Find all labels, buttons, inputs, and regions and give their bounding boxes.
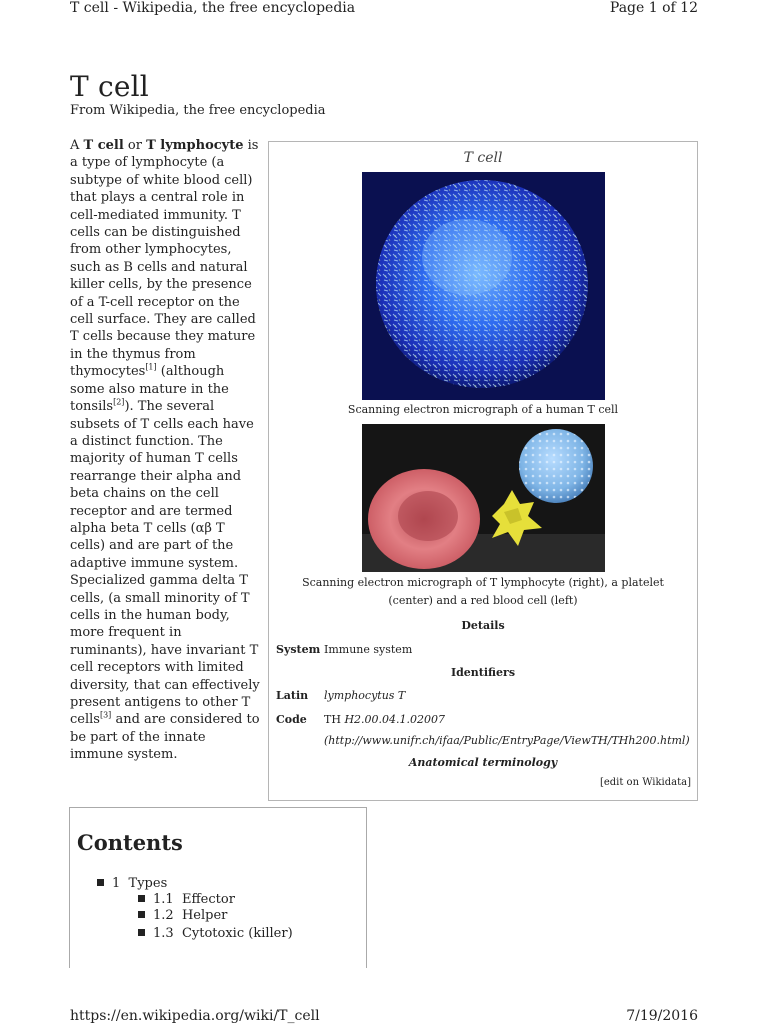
contents-title: Contents — [77, 830, 183, 855]
t-cell-micrograph-image[interactable] — [362, 172, 605, 400]
print-footer-url: https://en.wikipedia.org/wiki/T_cell — [70, 1008, 320, 1024]
details-header: Details — [461, 619, 505, 632]
infobox-title: T cell — [463, 150, 503, 166]
latin-value: lymphocytus T — [324, 689, 406, 702]
system-label: System — [276, 643, 321, 656]
infobox-caption-2: Scanning electron micrograph of T lymphocyte (right), a platelet (center) and a red blood cell (left) — [302, 576, 664, 607]
page-subtitle: From Wikipedia, the free encyclopedia — [70, 103, 326, 118]
print-page-number: Page 1 of 12 — [609, 0, 698, 16]
bullet-icon — [138, 911, 145, 918]
edit-on-wikidata-link[interactable]: [edit on Wikidata] — [599, 777, 691, 788]
reference-3[interactable]: [3] — [99, 711, 112, 721]
toc-item-effector[interactable]: 1.1 Effector — [138, 892, 235, 907]
page-title: T cell — [70, 70, 149, 103]
bullet-icon — [138, 895, 145, 902]
blood-cells-micrograph-image[interactable] — [362, 424, 605, 572]
system-value[interactable]: Immune system — [324, 643, 413, 656]
toc-item-cytotoxic[interactable]: 1.3 Cytotoxic (killer) — [138, 926, 293, 941]
code-url-link[interactable]: (http://www.unifr.ch/ifaa/Public/EntryPage/ViewTH/THh200.html) — [324, 734, 690, 747]
reference-2[interactable]: [2] — [113, 397, 125, 407]
code-label: Code — [276, 713, 307, 726]
print-header-title: T cell - Wikipedia, the free encyclopedia — [70, 0, 356, 16]
infobox — [268, 141, 698, 801]
table-of-contents — [69, 807, 367, 968]
code-value[interactable]: TH H2.00.04.1.02007 — [324, 713, 446, 726]
anatomical-terminology-link[interactable]: Anatomical terminology — [408, 756, 558, 769]
identifiers-header: Identifiers — [450, 666, 516, 679]
bullet-icon — [138, 929, 145, 936]
infobox-caption-1: Scanning electron micrograph of a human T cell — [347, 403, 619, 416]
bullet-icon — [97, 879, 104, 886]
toc-item-helper[interactable]: 1.2 Helper — [138, 908, 227, 923]
term-t-cell: T cell — [83, 138, 124, 153]
term-t-lymphocyte: T lymphocyte — [146, 138, 244, 153]
lead-paragraph: A T cell or T lymphocyte is a type of lymphocyte (a subtype of white blood cell) that plays a central role in cell-mediated immunity. T cells can be distinguished from other lymphocytes, such as B cells and natural killer cells, by the presence of a T-cell receptor on the cell surface. They are called T cells because they mature in the thymus from thymocytes[1] (although some also mature in the tonsils[2]). The several subsets of T cells each have a distinct function. The majority of human T cells rearrange their alpha and beta chains on the cell receptor and are termed alpha beta T cells (αβ T cells) and are part of the adaptive immune system. Specialized gamma delta T cells, (a small minority of T cells in the human body, more frequent in ruminants), have invariant T cell receptors with limited diversity, that can effectively present antigens to other T cells[3] and are considered to be part of the innate immune system. — [70, 138, 260, 763]
toc-item-types[interactable]: 1 Types — [97, 876, 167, 891]
reference-1[interactable]: [1] — [145, 362, 157, 372]
print-footer-date: 7/19/2016 — [626, 1008, 698, 1024]
latin-label: Latin — [276, 689, 309, 702]
